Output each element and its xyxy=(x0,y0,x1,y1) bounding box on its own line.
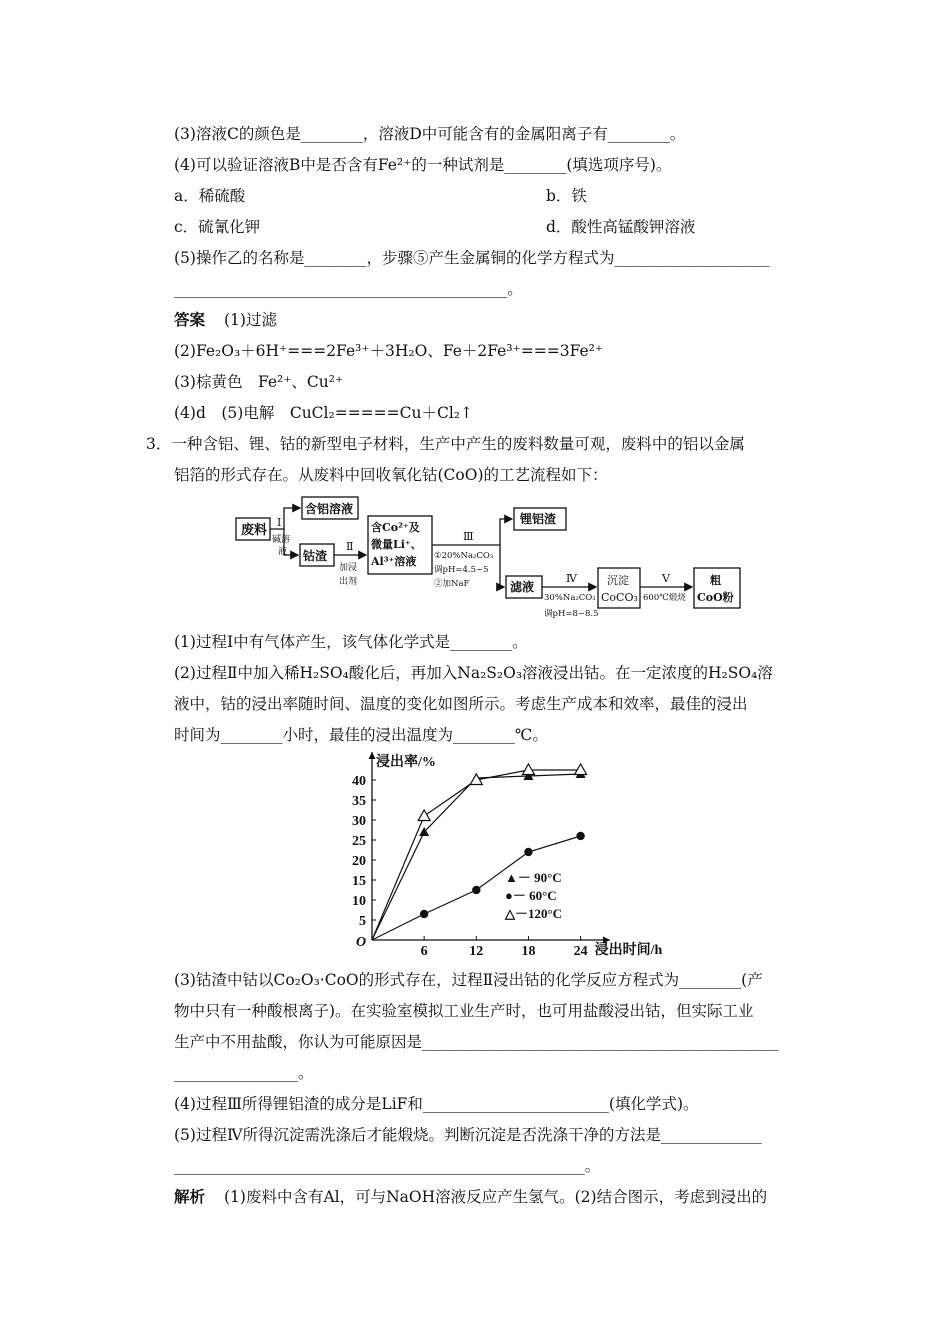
question-3-stem: 3．一种含铝、锂、钴的新型电子材料，生产中产生的废料数量可观，废料中的铝以金属 xyxy=(146,435,745,453)
flow-label-precipitate: 沉淀 xyxy=(607,574,629,587)
flow-label-waste: 废料 xyxy=(241,523,268,538)
flow-step-3-note: ①20%Na₂CO₃ xyxy=(434,551,494,561)
data-point xyxy=(418,810,430,821)
flow-label-al-solution: 含铝溶液 xyxy=(305,502,354,516)
x-tick-label: 6 xyxy=(420,944,428,959)
answer-line: (3)棕黄色 Fe²⁺、Cu²⁺ xyxy=(174,373,344,391)
y-axis-label: 浸出率/% xyxy=(376,755,436,770)
flow-step-2: Ⅱ xyxy=(346,540,354,553)
flow-label-solution: Al³⁺溶液 xyxy=(371,555,417,568)
flow-step-5-note: 600℃煅烧 xyxy=(643,593,686,603)
flow-step-4: Ⅳ xyxy=(566,572,577,585)
flow-step-5: Ⅴ xyxy=(662,572,670,585)
analysis-label: 解析 xyxy=(174,1187,206,1206)
data-point xyxy=(522,764,534,775)
option-d: d．酸性高锰酸钾溶液 xyxy=(546,218,696,236)
answer-label: 答案 xyxy=(174,310,206,329)
text-line: ___________________________________________。 xyxy=(174,280,523,298)
data-point xyxy=(472,886,480,894)
flow-label-li-al-residue: 锂铝渣 xyxy=(520,512,557,526)
sub-question: 生产中不用盐酸，你认为可能原因是______________________________________________ xyxy=(174,1033,779,1051)
flow-label-crude-coo: CoO粉 xyxy=(697,591,734,604)
flow-label-precipitate: CoCO₃ xyxy=(601,591,638,604)
y-tick-label: 20 xyxy=(352,854,366,869)
sub-question: (2)过程Ⅱ中加入稀H₂SO₄酸化后，再加入Na₂S₂O₃溶液浸出钴。在一定浓度的H₂SO₄溶 xyxy=(174,664,773,682)
y-tick-label: 5 xyxy=(359,914,366,929)
flow-step-4-note: 调pH=8~8.5 xyxy=(544,609,599,619)
text-line: (5)操作乙的名称是________，步骤⑤产生金属铜的化学方程式为____________________ xyxy=(174,249,770,267)
question-3-stem: 铝箔的形式存在。从废料中回收氧化钴(CoO)的工艺流程如下： xyxy=(174,466,608,484)
x-tick-label: 24 xyxy=(573,944,588,959)
y-tick-label: 40 xyxy=(352,774,366,789)
answer-line: (1)过滤 xyxy=(224,311,277,329)
flow-label-solution: 含Co²⁺及 xyxy=(371,521,420,534)
x-axis-label: 浸出时间/h xyxy=(594,943,663,958)
y-tick-label: 10 xyxy=(352,894,366,909)
flow-step-1-note: 液 xyxy=(278,547,288,557)
y-axis-arrow xyxy=(369,752,376,759)
leaching-rate-chart xyxy=(334,752,663,964)
data-point xyxy=(576,832,584,840)
data-point xyxy=(420,910,428,918)
flow-label-crude-coo: 粗 xyxy=(710,574,721,587)
flow-step-3-note: ②加NaF xyxy=(434,579,470,589)
flow-label-filtrate: 滤液 xyxy=(510,580,535,594)
y-tick-label: 30 xyxy=(352,814,366,829)
flow-step-3-note: 调pH=4.5~5 xyxy=(434,565,489,575)
text-line: (4)可以验证溶液B中是否含有Fe²⁺的一种试剂是________(填选项序号)。 xyxy=(174,156,672,174)
analysis-line: (1)废料中含有Al，可与NaOH溶液反应产生氢气。(2)结合图示，考虑到浸出的 xyxy=(224,1188,768,1206)
process-flow-diagram xyxy=(232,494,752,622)
data-point xyxy=(524,848,532,856)
y-tick-label: 25 xyxy=(352,834,366,849)
flow-step-4-note: 30%Na₂CO₃ xyxy=(544,593,596,603)
text-line: (3)溶液C的颜色是________，溶液D中可能含有的金属阳离子有________。 xyxy=(174,125,686,143)
sub-question: (5)过程Ⅳ所得沉淀需洗涤后才能煅烧。判断沉淀是否洗涤干净的方法是_____________ xyxy=(174,1126,762,1144)
flow-step-2-note: 加浸 xyxy=(339,563,358,573)
y-tick-label: 15 xyxy=(352,874,366,889)
flow-step-1-note: 碱溶 xyxy=(272,535,291,545)
option-a: a．稀硫酸 xyxy=(174,187,246,205)
option-b: b．铁 xyxy=(546,187,587,205)
sub-question: 物中只有一种酸根离子)。在实验室模拟工业生产时，也可用盐酸浸出钴，但实际工业 xyxy=(174,1002,754,1020)
legend-entry: △－120°C xyxy=(504,906,563,921)
sub-question: (1)过程Ⅰ中有气体产生，该气体化学式是________。 xyxy=(174,633,528,651)
sub-question: _____________________________________________________。 xyxy=(174,1157,601,1175)
origin-label: O xyxy=(356,935,367,950)
y-tick-label: 35 xyxy=(352,794,366,809)
x-tick-label: 12 xyxy=(469,944,484,959)
legend-entry: ●－ 60°C xyxy=(504,888,557,903)
flow-label-solution: 微量Li⁺、 xyxy=(371,538,422,551)
x-tick-label: 18 xyxy=(521,944,536,959)
answer-line: (4)d (5)电解 CuCl₂=====Cu＋Cl₂↑ xyxy=(174,404,474,422)
legend-entry: ▲－ 90°C xyxy=(504,870,562,885)
option-c: c．硫氰化钾 xyxy=(174,218,261,236)
flow-step-1: Ⅰ xyxy=(277,516,282,529)
sub-question: 液中，钴的浸出率随时间、温度的变化如图所示。考虑生产成本和效率，最佳的浸出 xyxy=(174,695,748,713)
sub-question: (3)钴渣中钴以Co₂O₃·CoO的形式存在，过程Ⅱ浸出钴的化学反应方程式为________(产 xyxy=(174,971,763,989)
flow-label-cobalt-residue: 钴渣 xyxy=(303,549,328,563)
sub-question: (4)过程Ⅲ所得锂铝渣的成分是LiF和________________________(填化学式)。 xyxy=(174,1095,699,1113)
answer-line: (2)Fe₂O₃＋6H⁺===2Fe³⁺＋3H₂O、Fe＋2Fe³⁺===3Fe²⁺ xyxy=(174,342,604,360)
sub-question: 时间为________小时，最佳的浸出温度为________℃。 xyxy=(174,726,548,744)
sub-question: ________________。 xyxy=(174,1064,314,1082)
flow-step-3: Ⅲ xyxy=(463,530,474,543)
flow-step-2-note: 出剂 xyxy=(339,577,358,587)
data-point xyxy=(575,764,587,775)
